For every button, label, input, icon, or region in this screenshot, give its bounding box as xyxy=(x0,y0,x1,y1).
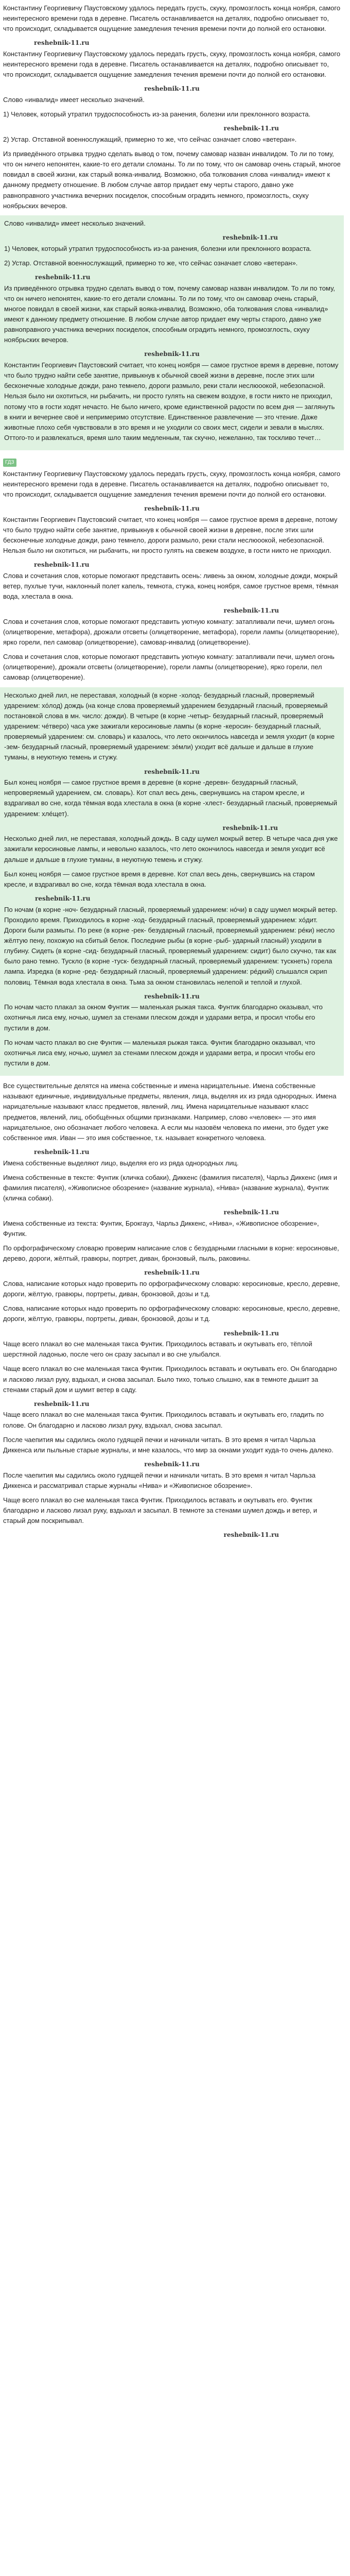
watermark: reshebnik-11.ru xyxy=(222,234,278,242)
paragraph: Слова и сочетания слов, которые помогают представить уютную комнату: затапливали печи, шумел огонь (олицетворение, метафора), дрожали отсветы (олицетворение, метафора), горели лампы (олицетворение), ярко горели, пел самовар (олицетворение), самовар-инвалид (олицетворение). xyxy=(3,617,339,647)
paragraph: Константину Георгиевичу Паустовскому удалось передать грусть, скуку, промозглость конца ноября, самого неинтересного времени года в деревне. Писатель останавливается на деталях, подробно описывает то, что происходит, складывается ощущение замедления течения времени почти до полной его остановки. xyxy=(3,469,341,498)
watermark: reshebnik-11.ru xyxy=(223,607,279,615)
watermark: reshebnik-11.ru xyxy=(144,1269,200,1277)
watermark: reshebnik-11.ru xyxy=(144,992,200,1000)
watermark: reshebnik-11.ru xyxy=(223,1209,279,1216)
watermark: reshebnik-11.ru xyxy=(35,895,91,903)
paragraph: Все существительные делятся на имена собственные и имена нарицательные. Имена собственные называют единичные, индивидуальные предметы, явления, лица, выделяя их из ряда однородных. Имена нарицательные называют класс предметов, явлений, лиц. Имена нарицательные называют класс предметов, явлений, лиц, обобщённых общими признаками. Например, слово «человек» — это имя нарицательное, оно обозначает любого человека. А если мы назовём человека по имени, это будет уже собственное имя. Иван — это имя собственное, т.к. называет конкретного человека. xyxy=(3,1082,337,1142)
section-1 xyxy=(3,3,341,211)
paragraph: Имена собственные выделяют лицо, выделяя его из ряда однородных лиц. xyxy=(3,1159,239,1167)
paragraph: Имена собственные в тексте: Фунтик (кличка собаки), Диккенс (фамилия писателя), Чарльз Диккенс (имя и фамилия писателя), «Живописное обозрение» (название журнала), «Нива» (название журнала), Фунтик (кличка собаки). xyxy=(3,1173,338,1202)
paragraph: Слова и сочетания слов, которые помогают представить уютную комнату: затапливали печи, шумел огонь (олицетворение), дрожали отсветы (олицетворение), горели лампы (олицетворение), ярко горели, пел самовар (олицетворение). xyxy=(3,653,335,682)
paragraph: Чаще всего плакал во сне маленькая такса Фунтик. Приходилось вставать и окутывать его. Фунтик благодарно и ласково лизал руку, вздыхал и засыпал. В темноте за стенами шумел дождь и ветер, и старый дом поскрипывал. xyxy=(3,1496,318,1525)
section-4 xyxy=(0,687,344,1076)
watermark: reshebnik-11.ru xyxy=(34,561,90,569)
paragraph: Чаще всего плакал во сне маленькая такса Фунтик. Приходилось вставать и окутывать его, тёплой шерстяной ладонью, после чего он сразу засыпал и во сне улыбался. xyxy=(3,1340,312,1359)
paragraph: Чаще всего плакал во сне маленькая такса Фунтик. Приходилось вставать и окутывать его. Он благодарно и ласково лизал руку, вздыхал, и снова засыпал. Было тихо, только слышно, как в темноте дышит за стенами старый дом и шумит ветер в саду. xyxy=(3,1365,337,1394)
paragraph: Был конец ноября — самое грустное время в деревне. Кот спал весь день, свернувшись на старом кресле, и вздрагивал во сне, когда тёмная вода хлестала в окна. xyxy=(4,870,315,888)
paragraph: Был конец ноября — самое грустное время в деревне (в корне -деревн- безударный гласный, непроверяемый ударением, см. словарь). Кот спал весь день, свернувшись на старом кресле, и вздрагивал во сне, когда тёмная вода хлестала в окна (в корне -хлест- безударный гласный, проверяемый ударением: хлéщет). xyxy=(4,778,338,818)
watermark: reshebnik-11.ru xyxy=(34,1400,90,1408)
paragraph: Константин Георгиевич Паустовский считает, что конец ноября — самое грустное время в деревне, потому что было трудно найти себе занятие, привыкнув к обычной своей жизни в деревне, после этих шли бесконечные холодные дожди, рано темнело, дороги размыло, реки стали неслюоокой, небезопасной. Нельзя было ни охотиться, ни рыбачить, ни просто гулять на свежем воздухе, в гости никто не приходил, потому что в гости ходят нечасто. Не было ничего, кроме единственной радости по всем дня — заглянуть в книги и вечернее своё и непримеримо отсутствие. Единственное развлечение — это чтение. Даже животные плохо себя чувствовали в это время и не уходили со своих мест, сидели и зевали в мыслях. Оттого-то и развлекаться, время шло таким медленным, так скучно, нежеланно, так тоскливо течет… xyxy=(4,361,339,442)
paragraph: Слово «инвалид» имеет несколько значений. xyxy=(3,96,145,104)
watermark: reshebnik-11.ru xyxy=(144,350,200,358)
paragraph: Слова, написание которых надо проверить по орфографическому словарю: керосиновые, кресло, деревне, дороги, жёлтую, гравюры, портреты, диван, бронзовой, дозы и т.д. xyxy=(3,1279,340,1298)
paragraph: Константин Георгиевич Паустовский считает, что конец ноября — самое грустное время в деревне, потому что было трудно найти себе занятие, привыкнув к обычной своей жизни в деревне, после этих шли бесконечные холодные дожди, рано темнело, дороги размыло, реки стали неслюоокой, небезопасной. Нельзя было ни охотиться, ни рыбачить, ни просто гулять на свежем воздухе, в гости никто не приходил. xyxy=(3,515,338,554)
paragraph: Слова и сочетания слов, которые помогают представить осень: ливень за окном, холодные дожди, мокрый ветер, пухлые тучи, наклонный полет капель, темнота, стужа, конец ноября, самое грустное время, тёмная вода, хлестала в окна. xyxy=(3,571,339,601)
paragraph: Из приведённого отрывка трудно сделать вывод о том, почему самовар назван инвалидом. То ли по тому, что он ничего непонятен, какие-то его детали сломаны. То ли по тому, что он самовар очень старый, многое повидал в своей жизни, как старый вояка-инвалид. Возможно, оба толкования слова «инвалид» имеют к данному предмету отношение. В любом случае автор придает ему черты старого, давно уже равноправного участника вечерних посиделок, способным оградить немного, промозглость, скуку ноябрьских вечеров. xyxy=(3,150,341,210)
paragraph: Константину Георгиевичу Паустовскому удалось передать грусть, скуку, промозглость конца ноября, самого неинтересного времени года в деревне. Писатель останавливается на деталях, подробно описывает то, что происходит, складывается ощущение замедления течения времени почти до полной его остановки. xyxy=(3,4,341,33)
paragraph: По орфографическому словарю проверим написание слов с безударными гласными в корне: керосиновые, дерево, дороги, жёлтый, гравюры, портрет, диван, бронзовый, пыль, раковины. xyxy=(3,1244,339,1263)
paragraph: 1) Человек, который утратил трудоспособность из-за ранения, болезни или преклонного возраста. xyxy=(3,110,311,118)
paragraph: После чаепития мы садились около гудящей печки и начинали читать. В это время я читал Чарльза Диккенса или пыльные старые журналы, и мне казалось, что мир за окнами уходит куда-то очень далеко. xyxy=(3,1435,334,1454)
paragraph: Из приведённого отрывка трудно сделать вывод о том, почему самовар назван инвалидом. То ли по тому, что он ничего непонятен, какие-то его детали сломаны. То ли по тому, что он самовар очень старый, многое повидал в своей жизни, как старый вояка-инвалид. Возможно, оба толкования слова «инвалид» имеют к данному предмету отношение. В любом случае автор придает ему черты старого, давно уже равноправного участника вечерних посиделок, способным оградить немного, промозглость, скуку ноябрьских вечеров. xyxy=(4,284,335,344)
paragraph: Чаще всего плакал во сне маленькая такса Фунтик. Приходилось вставать и окутывать его, гладить по голове. Он благодарно и ласково лизал руку, вздыхал, снова засыпал. xyxy=(3,1411,324,1429)
section-tag: ГДЗ xyxy=(3,459,16,467)
paragraph: После чаепития мы садились около гудящей печки и начинали читать. В это время я читал Чарльза Диккенса и рассматривал старые журналы «Нива» и «Живописное обозрение». xyxy=(3,1471,316,1489)
watermark: reshebnik-11.ru xyxy=(223,1329,279,1337)
section-3 xyxy=(3,469,341,683)
paragraph: 2) Устар. Отставной военнослужащий, примерно то же, что сейчас означает слово «ветеран». xyxy=(4,259,298,267)
watermark: reshebnik-11.ru xyxy=(223,125,279,132)
paragraph: Слово «инвалид» имеет несколько значений. xyxy=(4,219,146,227)
paragraph: Имена собственные из текста: Фунтик, Брокгауз, Чарльз Диккенс, «Нива», «Живописное обозрение», Фунтик. xyxy=(3,1219,319,1238)
paragraph: Слова, написание которых надо проверить по орфографическому словарю: керосиновые, кресло, деревне, дороги, жёлтую, гравюры, портреты, диван, бронзовой, дозы и т.д. xyxy=(3,1304,340,1323)
paragraph: Константину Георгиевичу Паустовскому удалось передать грусть, скуку, промозглость конца ноября, самого неинтересного времени года в деревне. Писатель останавливается на деталях, подробно описывает то, что происходит, складывается ощущение замедления течения времени почти до полной его остановки. xyxy=(3,50,341,79)
paragraph: 1) Человек, который утратил трудоспособность из-за ранения, болезни или преклонного возраста. xyxy=(4,244,312,252)
watermark: reshebnik-11.ru xyxy=(222,824,278,832)
watermark: reshebnik-11.ru xyxy=(144,1460,200,1468)
paragraph: 2) Устар. Отставной военнослужащий, примерно то же, что сейчас означает слово «ветеран». xyxy=(3,135,297,143)
paragraph: По ночам часто плакал во сне Фунтик — маленькая рыжая такса. Фунтик благодарно оказывал, что охотничья лиса ему, ночью, шумел за стенами плеском дождя и ударами ветра, и просил чтобы его пустили в дом. xyxy=(4,1038,316,1067)
watermark: reshebnik-11.ru xyxy=(144,504,200,512)
paragraph: Несколько дней лил, не переставая, холодный (в корне -холод- безударный гласный, проверяемый ударением: хóлод) дождь (на конце слова проверяемый ударением безударный гласный, проверяемый постановкой слова в мн. число: дожди). В четыре (в корне -четыр- безударный гласный, проверяемый ударением: чéтверо) часа уже зажигали керосиновые лампы (в корне -керосин- безударный гласный, проверяемый ударением: см. словарь) и казалось, что лето окончилось навсегда и земля уходит (в корне -зем- безударный гласный, проверяемый ударением: зéмли) уходит всё дальше и дальше в глухие туманы, в неуютную темень и стужу. xyxy=(4,691,335,761)
paragraph: По ночам часто плакал за окном Фунтик — маленькая рыжая такса. Фунтик благодарно оказывал, что охотничья лиса ему, ночью, шумел за стенами плеском дождя и ударами ветра, и просил чтобы его пустили в дом. xyxy=(4,1003,323,1032)
section-2 xyxy=(0,215,344,450)
paragraph: Несколько дней лил, не переставая, холодный дождь. В саду шумел мокрый ветер. В четыре часа дня уже зажигали керосиновые лампы, и невольно казалось, что лето окончилось навсегда и земля уходит всё дальше и дальше в глухие туманы, в неуютную темень и стужу. xyxy=(4,835,338,863)
watermark: reshebnik-11.ru xyxy=(34,1148,90,1156)
paragraph: По ночам (в корне -ноч- безударный гласный, проверяемый ударением: нóчи) в саду шумел мокрый ветер. Проходило время. Приходилось в корне -ход- безударный гласный, проверяемый ударением: хóдит. Дороги были размыты. По реке (в корне -рек- безударный гласный, проверяемый ударением: рéки) несло жёлтую пену, похожую на сбитый белок. Последние рыбы (в корне -рыб- ударный гласный) уходили в глубину. Сидеть (в корне -сид- безударный гласный, проверяемый ударением: сидит) было скучно, так как было рано темно. Тускло (в корне -туск- безударный гласный, проверяемый ударением: тускнеть) горела лампа. Изредка (в корне -ред- безударный гласный, проверяемый ударением: рéдкий) слышался скрип половиц. Тёмная вода хлестала в окна. Тьма за окном становилась нелепой и теплой и глухой. xyxy=(4,905,338,986)
section-5 xyxy=(3,1081,341,1540)
watermark: reshebnik-11.ru xyxy=(35,273,91,281)
watermark: reshebnik-11.ru xyxy=(144,85,200,93)
watermark: reshebnik-11.ru xyxy=(34,39,90,47)
watermark: reshebnik-11.ru xyxy=(223,1531,279,1539)
watermark: reshebnik-11.ru xyxy=(144,768,200,775)
